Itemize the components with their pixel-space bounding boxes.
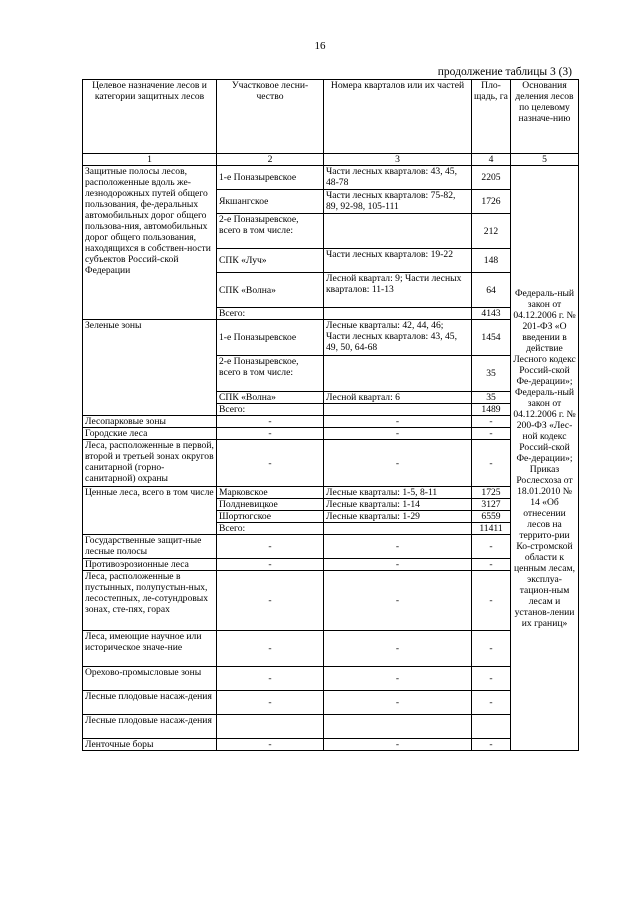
forestry-cell: 1-е Поназыревское: [217, 166, 324, 190]
category-cell: Противоэрозионные леса: [83, 559, 217, 571]
table-row: [83, 559, 579, 571]
quarters-cell: Части лесных кварталов: 19-22: [324, 249, 472, 273]
quarters-cell: -: [324, 667, 472, 691]
area-cell: 2205: [472, 166, 511, 190]
category-cell: Леса, расположенные в первой, второй и третьей зонах округов санитарной (горно-санитарной) охраны: [83, 440, 217, 487]
forestry-cell: -: [217, 739, 324, 751]
forestry-cell: СПК «Волна»: [217, 392, 324, 404]
area-cell: -: [472, 739, 511, 751]
header-purpose: Целевое назначение лесов и категории защитных лесов: [83, 80, 217, 154]
area-cell: 35: [472, 392, 511, 404]
quarters-cell: -: [324, 416, 472, 428]
category-cell: Городские леса: [83, 428, 217, 440]
quarters-cell: -: [324, 739, 472, 751]
forestry-cell: Якшангское: [217, 190, 324, 214]
header-area: Пло-щадь, га: [472, 80, 511, 154]
area-cell: 64: [472, 273, 511, 308]
header-forestry: Участковое лесни-чество: [217, 80, 324, 154]
category-cell: Лесопарковые зоны: [83, 416, 217, 428]
table-row: [83, 667, 579, 691]
quarters-cell: [324, 214, 472, 249]
area-cell: 212: [472, 214, 511, 249]
area-cell: -: [472, 440, 511, 487]
forestry-cell: -: [217, 631, 324, 667]
quarters-cell: Лесные кварталы: 1-14: [324, 499, 472, 511]
quarters-cell: Лесные кварталы: 42, 44, 46; Части лесных кварталов: 43, 45, 49, 50, 64-68: [324, 320, 472, 356]
table-header-row: [83, 80, 579, 154]
quarters-cell: [324, 356, 472, 392]
table-continuation-label: продолжение таблицы 3 (3): [437, 66, 572, 78]
area-cell: 148: [472, 249, 511, 273]
forestry-cell: -: [217, 440, 324, 487]
forestry-cell: 1-е Поназыревское: [217, 320, 324, 356]
column-number: 5: [511, 154, 579, 166]
table-row: [83, 715, 579, 739]
quarters-cell: -: [324, 571, 472, 631]
category-cell: Лесные плодовые насаж-дения: [83, 691, 217, 715]
area-cell: 6559: [472, 511, 511, 523]
area-cell: 35: [472, 356, 511, 392]
area-cell: -: [472, 428, 511, 440]
quarters-cell: -: [324, 428, 472, 440]
area-cell: -: [472, 631, 511, 667]
column-number: 4: [472, 154, 511, 166]
area-cell: 1725: [472, 487, 511, 499]
table-row: [83, 428, 579, 440]
table-row: [83, 631, 579, 667]
category-cell: Леса, расположенные в пустынных, полупустын-ных, лесостепных, ле-сотундровых зонах, сте-пях, горах: [83, 571, 217, 631]
area-cell: -: [472, 691, 511, 715]
quarters-cell: -: [324, 535, 472, 559]
forestry-cell: -: [217, 535, 324, 559]
quarters-cell: -: [324, 691, 472, 715]
area-cell: 4143: [472, 308, 511, 320]
forestry-cell: -: [217, 691, 324, 715]
forestry-cell: Всего:: [217, 308, 324, 320]
forestry-cell: 2-е Поназыревское, всего в том числе:: [217, 214, 324, 249]
forestry-cell: [217, 715, 324, 739]
table-row: [83, 691, 579, 715]
forestry-cell: -: [217, 559, 324, 571]
quarters-cell: [324, 715, 472, 739]
category-cell: Ленточные боры: [83, 739, 217, 751]
quarters-cell: [324, 308, 472, 320]
area-cell: -: [472, 571, 511, 631]
category-cell: Ценные леса, всего в том числе: [83, 487, 217, 535]
forestry-cell: Марковское: [217, 487, 324, 499]
header-basis: Основания деления лесов по целевому назначе-нию: [511, 80, 579, 154]
area-cell: 3127: [472, 499, 511, 511]
table-row: [83, 416, 579, 428]
legal-basis-cell: Федераль-ный закон от 04.12.2006 г. № 201-ФЗ «О введении в действие Лесного кодекс Россий-ской Фе-дерации»; Федераль-ный закон от 04.12.2006 г. № 200-ФЗ «Лес-ной кодекс Россий-ской Фе-дерации»; Приказ Рослесхоза от 18.01.2010 № 14 «Об отнесении лесов на террито-рии Ко-стромской области к ценным лесам, эксплуа-тацион-ным лесам и установ-лении их границ»: [511, 166, 579, 751]
category-cell: Защитные полосы лесов, расположенные вдоль же-лезнодорожных путей общего пользования, фе-деральных автомобильных дорог общего пользова-ния, автомобильных дорог общего пользования, находящихся в собствен-ности субъектов Россий-ской Федерации: [83, 166, 217, 320]
forestry-cell: -: [217, 428, 324, 440]
table-row: [83, 739, 579, 751]
area-cell: 1454: [472, 320, 511, 356]
forestry-cell: Всего:: [217, 523, 324, 535]
category-cell: Лесные плодовые насаж-дения: [83, 715, 217, 739]
forest-purpose-table: [82, 79, 579, 751]
column-number: 1: [83, 154, 217, 166]
forestry-cell: -: [217, 571, 324, 631]
forestry-cell: Всего:: [217, 404, 324, 416]
category-cell: Зеленые зоны: [83, 320, 217, 416]
forestry-cell: 2-е Поназыревское, всего в том числе:: [217, 356, 324, 392]
quarters-cell: Лесной квартал: 6: [324, 392, 472, 404]
quarters-cell: [324, 523, 472, 535]
quarters-cell: Части лесных кварталов: 75-82, 89, 92-98, 105-111: [324, 190, 472, 214]
quarters-cell: Лесные кварталы: 1-29: [324, 511, 472, 523]
table-row: [83, 166, 579, 190]
quarters-cell: -: [324, 440, 472, 487]
table-row: [83, 440, 579, 487]
column-number: 3: [324, 154, 472, 166]
area-cell: 11411: [472, 523, 511, 535]
table-row: [83, 571, 579, 631]
table-row: [83, 487, 579, 499]
column-number-row: [83, 154, 579, 166]
page-number: 16: [314, 40, 326, 52]
forestry-cell: -: [217, 667, 324, 691]
quarters-cell: Части лесных кварталов: 43, 45, 48-78: [324, 166, 472, 190]
quarters-cell: Лесной квартал: 9; Части лесных кварталов: 11-13: [324, 273, 472, 308]
quarters-cell: [324, 404, 472, 416]
area-cell: 1726: [472, 190, 511, 214]
table-row: [83, 535, 579, 559]
area-cell: -: [472, 535, 511, 559]
header-quarters: Номера кварталов или их частей: [324, 80, 472, 154]
forestry-cell: Полдневицкое: [217, 499, 324, 511]
area-cell: -: [472, 667, 511, 691]
quarters-cell: -: [324, 559, 472, 571]
column-number: 2: [217, 154, 324, 166]
category-cell: Орехово-промысловые зоны: [83, 667, 217, 691]
category-cell: Леса, имеющие научное или историческое значе-ние: [83, 631, 217, 667]
forestry-cell: СПК «Луч»: [217, 249, 324, 273]
quarters-cell: Лесные кварталы: 1-5, 8-11: [324, 487, 472, 499]
forestry-cell: СПК «Волна»: [217, 273, 324, 308]
category-cell: Государственные защит-ные лесные полосы: [83, 535, 217, 559]
forestry-cell: Шортюгское: [217, 511, 324, 523]
area-cell: 1489: [472, 404, 511, 416]
quarters-cell: -: [324, 631, 472, 667]
table-row: [83, 320, 579, 356]
area-cell: -: [472, 416, 511, 428]
forestry-cell: -: [217, 416, 324, 428]
area-cell: [472, 715, 511, 739]
area-cell: -: [472, 559, 511, 571]
